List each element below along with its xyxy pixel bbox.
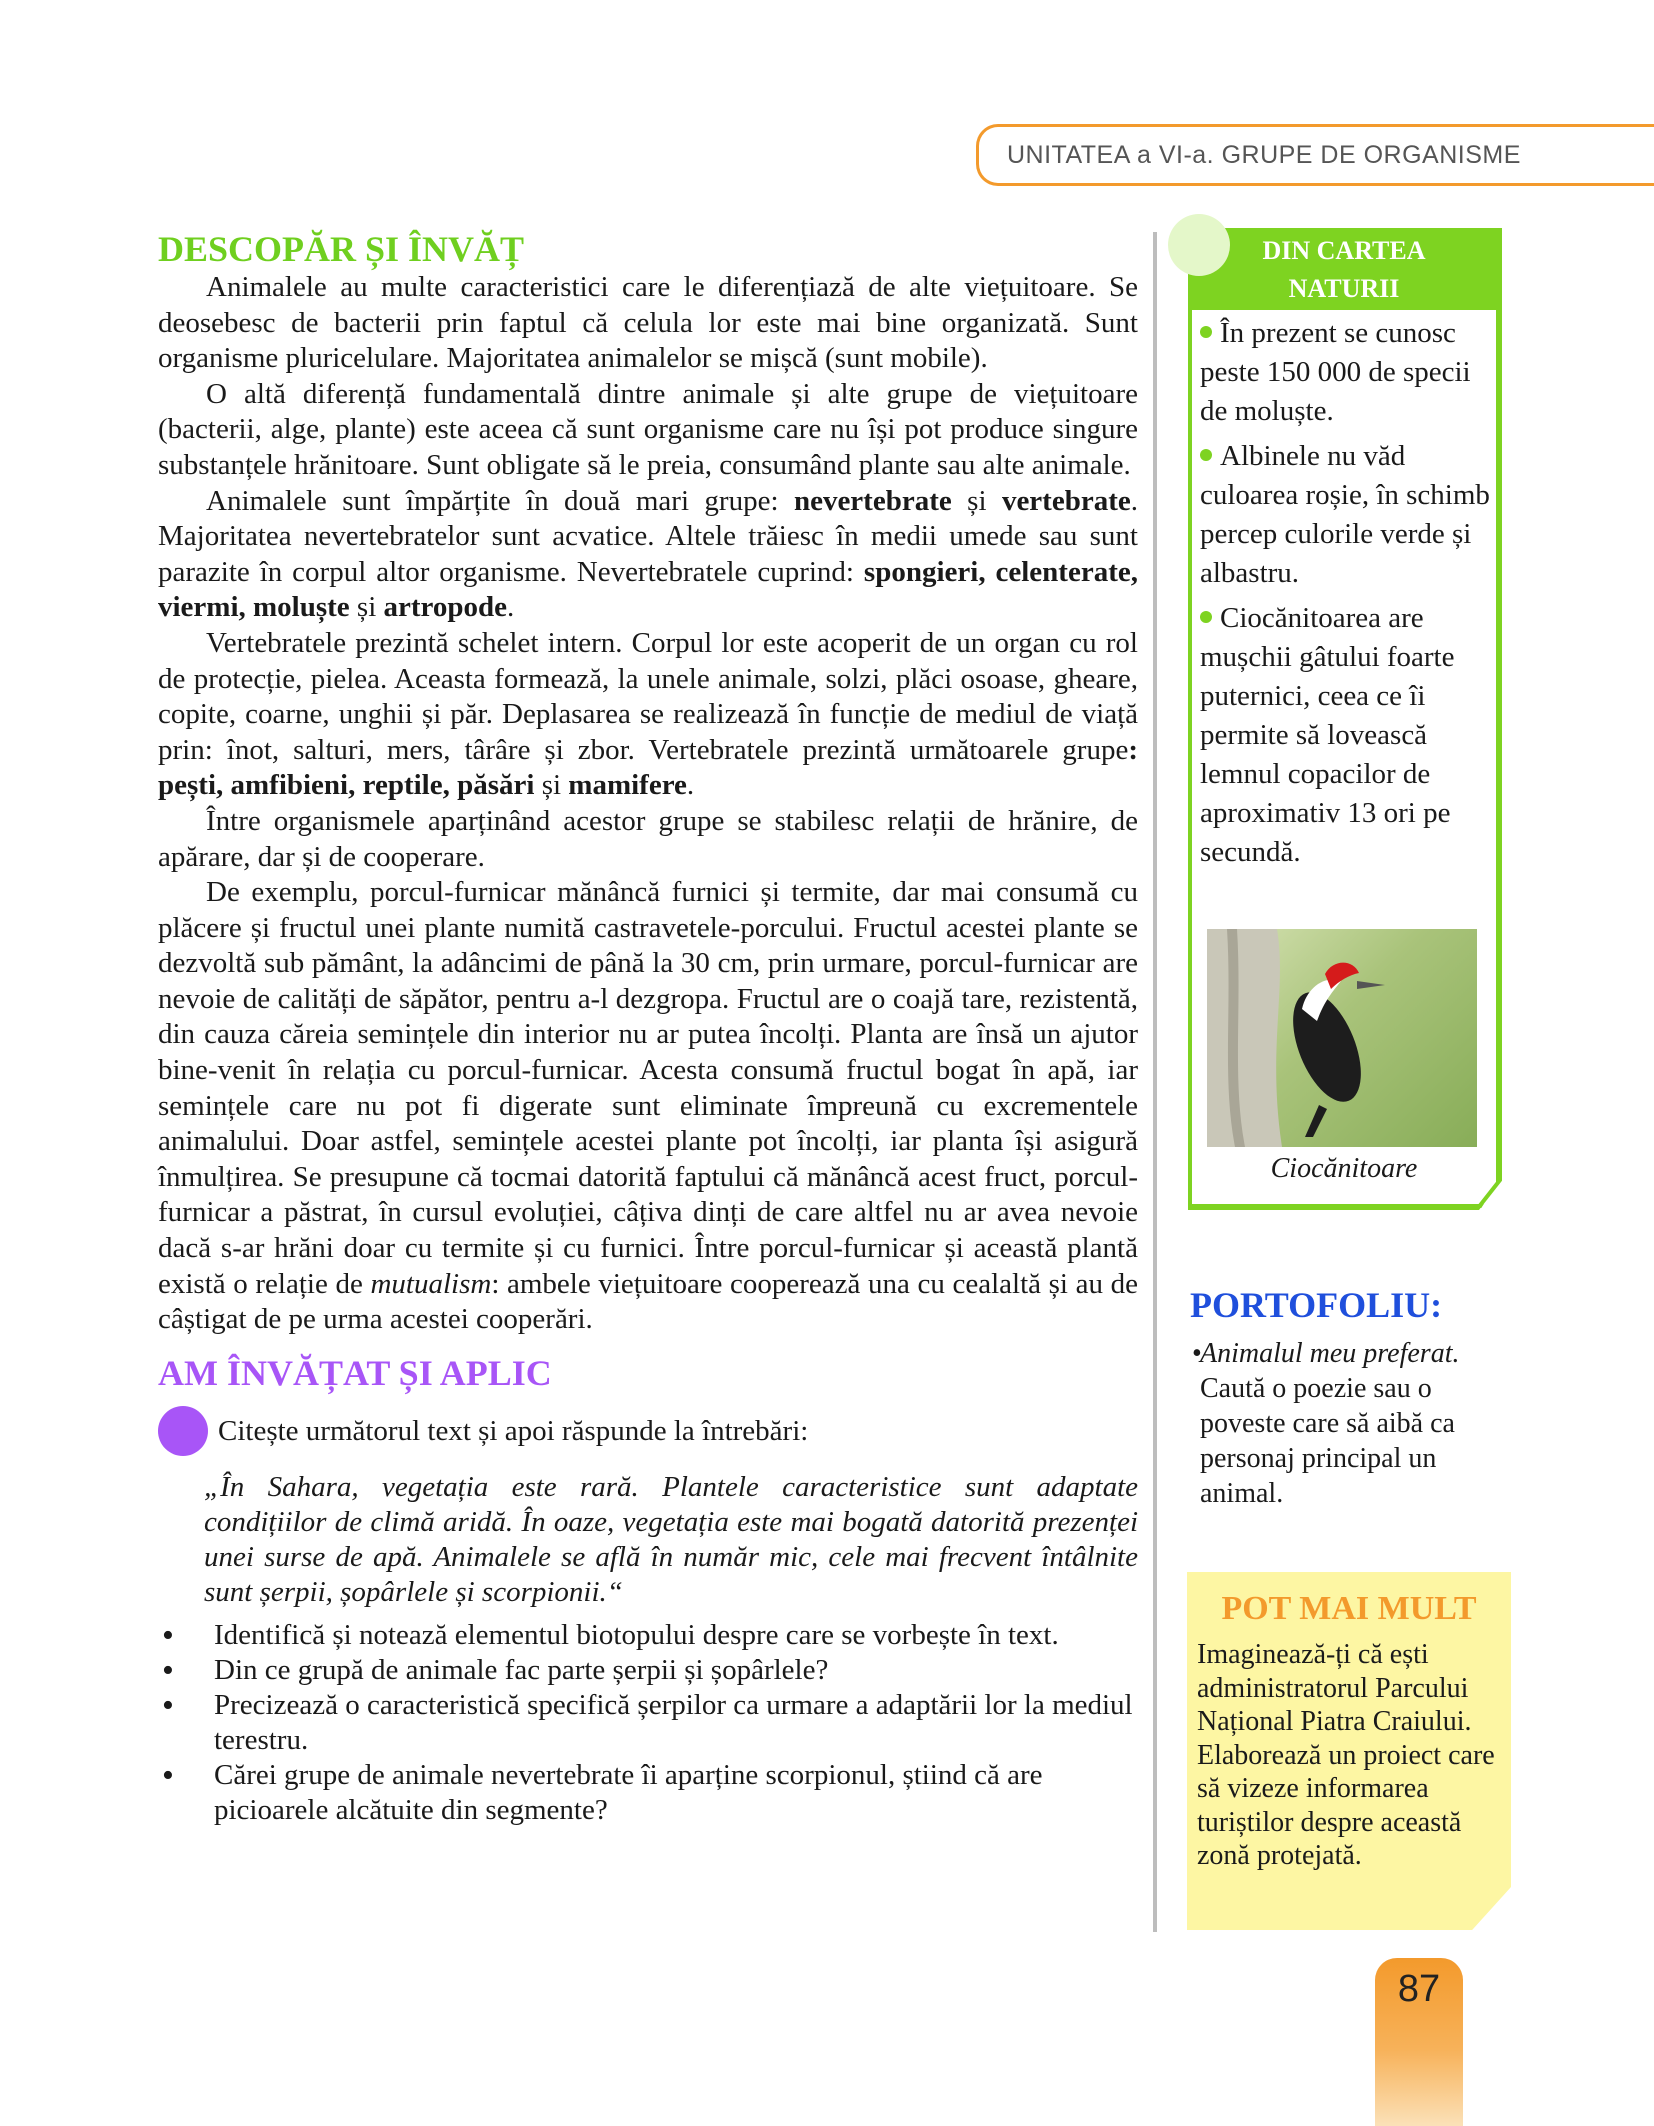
task-list <box>158 1618 1138 1828</box>
column-divider <box>1153 232 1157 1932</box>
paragraph-4: Vertebratele prezintă schelet intern. Corpul lor este acoperit de un organ cu rol de protecție, pielea. Aceasta formează, la unele animale, solzi, plăci osoase, gheare, copite, coarne, unghii și păr. Deplasarea se realizează în funcție de mediul de viață prin: înot, salturi, mers, târâre și zbor. Vertebratele prezintă următoarele grupe: pești, amfibieni, reptile, păsări și mamifere. <box>158 626 1138 802</box>
bullet-icon <box>1200 449 1212 461</box>
task-item: • Cărei grupe de animale nevertebrate îi aparține scorpionul, știind că are picioarele alcătuite din segmente? <box>158 1758 1138 1828</box>
main-column <box>158 228 1138 1828</box>
bullet-icon <box>1200 611 1212 623</box>
nature-badge-icon <box>1168 214 1230 276</box>
nature-title-line1: DIN CARTEA <box>1262 236 1426 265</box>
exercise-marker-icon <box>158 1406 208 1456</box>
exercise-instruction-row <box>158 1406 1138 1456</box>
exercise <box>158 1406 1138 1828</box>
unit-label: UNITATEA a VI-a. GRUPE DE ORGANISME <box>1007 140 1521 169</box>
nature-fact: În prezent se cunosc peste 150 000 de specii de moluște. <box>1200 317 1471 427</box>
nature-facts-list <box>1200 314 1496 878</box>
extra-task-text: Imaginează-ți că ești administratorul Parcului Național Piatra Craiului. Elaborează un proiect care să vizeze informarea turiștilor despre această zonă protejată. <box>1197 1639 1495 1871</box>
photo-caption: Ciocănitoare <box>1270 1153 1418 1184</box>
portfolio-title: PORTOFOLIU: <box>1190 1285 1443 1325</box>
portfolio-item: • Animalul meu preferat. Caută o poezie sau o poveste care să aibă ca personaj principal un animal. <box>1192 1338 1460 1509</box>
task-item: • Din ce grupă de animale fac parte șerpii și șopârlele? <box>158 1653 1138 1688</box>
paragraph-1: Animalele au multe caracteristici care le diferențiază de alte viețuitoare. Se deosebesc de bacterii prin faptul că celula lor este mai bine organizată. Sunt organisme pluricelulare. Majoritatea animalelor se mișcă (sunt mobile). <box>158 271 1138 375</box>
task-item: • Identifică și notează elementul biotopului despre care se vorbește în text. <box>158 1618 1138 1653</box>
paragraph-5: Între organismele aparținând acestor grupe se stabilesc relații de hrănire, de apărare, dar și de cooperare. <box>158 804 1138 873</box>
section-title-apply: AM ÎNVĂȚAT ȘI APLIC <box>158 1352 552 1393</box>
paragraph-2: O altă diferență fundamentală dintre animale și alte grupe de viețuitoare (bacterii, alge, plante) este aceea că sunt organisme care nu își pot produce singure substanțele hrănitoare. Sunt obligate să le preia, consumând plante sau alte animale. <box>158 377 1138 481</box>
nature-box-header <box>1188 228 1500 310</box>
exercise-quote: „În Sahara, vegetația este rară. Plantele caracteristice sunt adaptate condițiilor de climă aridă. În oaze, vegetația este mai bogată datorită prezenței unei surse de apă. Animalele se află în număr mic, cele mai frecvent întâlnite sunt șerpii, șopârlele și scorpionii.“ <box>204 1470 1138 1608</box>
exercise-instruction: Citește următorul text și apoi răspunde la întrebări: <box>218 1414 809 1447</box>
paragraph-3: Animalele sunt împărțite în două mari grupe: nevertebrate și vertebrate. Majoritatea nevertebratelor sunt acvatice. Altele trăiesc în medii umede sau sunt parazite în corpul altor organisme. Nevertebratele cuprind: spongieri, celenterate, viermi, moluște și artropode. <box>158 484 1138 624</box>
page-number: 87 <box>1397 1968 1441 2010</box>
paragraph-6: De exemplu, porcul-furnicar mănâncă furnici și termite, dar mai consumă cu plăcere și fructul unei plante numită castravetele-porcului. Fructul acestei plante se dezvoltă sub pământ, la adâncimi de până la 30 cm, prin urmare, porcul-furnicar are nevoie de calități de săpător, pentru a-l dezgropa. Fructul are o coajă tare, rezistentă, din cauza căreia semințele din interior nu ar putea încolți. Planta are însă un ajutor bine-venit în relația cu porcul-furnicar. Acesta consumă fructul bogat în apă, iar semințele care nu pot fi digerate sunt eliminate împreună cu excrementele animalului. Doar astfel, semințele acestei plante pot încolți, iar planta își asigură înmulțirea. Se presupune că tocmai datorită faptului că mănâncă acest fruct, porcul-furnicar a păstrat, în cursul evoluției, câțiva dinți de care altfel nu ar avea nevoie dacă s-ar hrăni doar cu termite și cu furnici. Între porcul-furnicar și această plantă există o relație de mutualism: ambele viețuitoare cooperează una cu cealaltă și au de câștigat de pe urma acestei cooperări. <box>158 876 1138 1336</box>
nature-fact: Ciocănitoarea are mușchii gâtului foarte puternici, ceea ce îi permite să lovească lemnul copacilor de aproximativ 13 ori pe secundă. <box>1200 602 1455 868</box>
section-title-discover: DESCOPĂR ȘI ÎNVĂȚ <box>158 229 525 269</box>
extra-task-title: POT MAI MULT <box>1221 1590 1477 1627</box>
nature-fact: Albinele nu văd culoarea roșie, în schimb percep culorile verde și albastru. <box>1200 440 1490 589</box>
bullet-icon: • <box>1192 1338 1202 1369</box>
bullet-icon <box>1200 326 1212 338</box>
woodpecker-photo <box>1207 929 1477 1147</box>
task-item: • Precizează o caracteristică specifică șerpilor ca urmare a adaptării lor la mediul terestru. <box>158 1688 1138 1758</box>
nature-title-line2: NATURII <box>1288 274 1400 303</box>
unit-header <box>976 124 1654 186</box>
